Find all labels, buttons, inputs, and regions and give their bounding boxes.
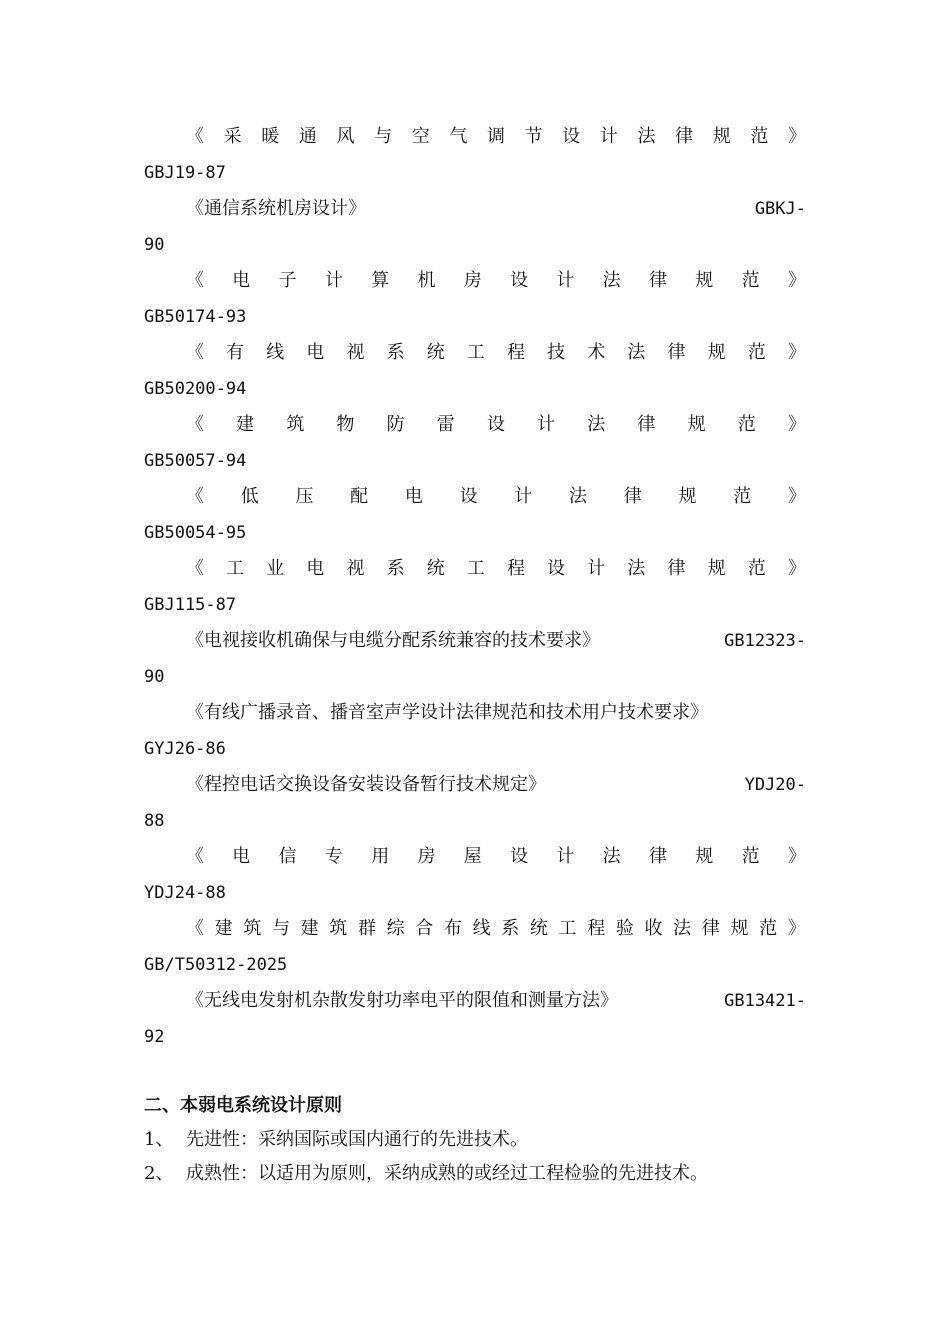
title-char: 气 (449, 126, 468, 147)
title-char: 《 (186, 270, 204, 291)
standard-title (144, 407, 806, 443)
title-char: 法 (602, 846, 621, 867)
title-char: 》 (787, 486, 806, 507)
principle-text: 先进性：采纳国际或国内通行的先进技术。 (186, 1129, 528, 1150)
title-char: 视 (346, 342, 365, 363)
title-char: 法 (637, 126, 656, 147)
title-char: 房 (417, 846, 436, 867)
title-char: 设 (562, 126, 581, 147)
standard-title (144, 911, 806, 947)
title-char: 工 (558, 918, 577, 939)
title-char: 术 (587, 342, 606, 363)
title-char: 系 (386, 558, 405, 579)
title-char: 群 (357, 918, 376, 939)
title-char: 》 (787, 342, 806, 363)
title-char: 通 (298, 126, 317, 147)
title-char: 统 (529, 918, 548, 939)
title-char: 物 (336, 414, 355, 435)
title-char: 配 (350, 486, 369, 507)
title-char: 电 (306, 342, 325, 363)
standard-code: 90 (144, 667, 165, 687)
title-char: 屋 (463, 846, 482, 867)
title-char: 建 (300, 918, 319, 939)
title-char: 机 (417, 270, 436, 291)
title-char: 电 (232, 270, 251, 291)
standard-title (144, 119, 806, 155)
title-char: 风 (336, 126, 355, 147)
title-char: 规 (695, 846, 714, 867)
title-char: 建 (236, 414, 255, 435)
title-char: 验 (615, 918, 634, 939)
title-char: 视 (346, 558, 365, 579)
title-char: 暖 (261, 126, 280, 147)
title-char: 布 (443, 918, 462, 939)
title-char: 规 (707, 342, 726, 363)
principle-text: 成熟性：以适用为原则，采纳成熟的或经过工程检验的先进技术。 (186, 1163, 708, 1184)
title-char: 范 (759, 918, 778, 939)
standard-code: GB50054-95 (144, 523, 247, 543)
title-char: 《 (186, 126, 204, 147)
title-char: 系 (501, 918, 520, 939)
title-char: 防 (386, 414, 405, 435)
title-char: 设 (486, 414, 505, 435)
standard-title (144, 263, 806, 299)
title-char: 低 (240, 486, 259, 507)
title-char: 法 (627, 342, 646, 363)
title-char: 律 (701, 918, 720, 939)
standard-title (144, 623, 806, 659)
standard-title (144, 839, 806, 875)
title-char: 律 (648, 270, 667, 291)
standard-code: GB50057-94 (144, 451, 247, 471)
title-char: 《 (186, 342, 204, 363)
standard-code: 88 (144, 811, 165, 831)
standard-code: GB50174-93 (144, 307, 247, 327)
standard-title: 《有线广播录音、播音室声学设计法律规范和技术用户技术要求》 (186, 702, 708, 723)
title-char: 线 (266, 342, 285, 363)
title-char: 与 (374, 126, 393, 147)
standard-code: 92 (144, 1027, 165, 1047)
principle-number: 2、 (144, 1163, 174, 1184)
title-char: 程 (507, 342, 525, 363)
title-char: 设 (510, 270, 529, 291)
title-char: 律 (667, 558, 686, 579)
title-char: 计 (514, 486, 533, 507)
title-char: 收 (644, 918, 663, 939)
title-char: 筑 (329, 918, 348, 939)
title-char: 计 (587, 558, 606, 579)
standard-title (144, 767, 806, 803)
title-char: 与 (271, 918, 290, 939)
title-char: 范 (750, 126, 769, 147)
title-char: 法 (673, 918, 692, 939)
title-char: 》 (787, 918, 806, 939)
title-char: 范 (733, 486, 752, 507)
title-char: 计 (537, 414, 556, 435)
standards-list (144, 119, 806, 1055)
standard-title (144, 335, 806, 371)
title-char: 压 (295, 486, 314, 507)
title-char: 工 (466, 342, 485, 363)
standard-code-head: GB13421- (724, 991, 806, 1011)
title-char: 律 (637, 414, 656, 435)
title-char: 房 (463, 270, 482, 291)
title-char: 》 (787, 270, 806, 291)
title-char: 范 (741, 846, 760, 867)
title-char: 空 (411, 126, 430, 147)
title-char: 》 (787, 846, 806, 867)
title-char: 电 (404, 486, 423, 507)
title-char: 有 (226, 342, 245, 363)
standard-title-text: 《程控电话交换设备安装设备暂行技术规定》 (186, 774, 546, 795)
title-char: 工 (226, 558, 245, 579)
title-char: 范 (747, 558, 766, 579)
title-char: 统 (426, 342, 445, 363)
title-char: 计 (599, 126, 618, 147)
title-char: 规 (678, 486, 697, 507)
title-char: 《 (186, 558, 204, 579)
title-char: 工 (466, 558, 485, 579)
title-char: 《 (186, 414, 204, 435)
title-char: 》 (788, 126, 806, 147)
title-char: 设 (459, 486, 478, 507)
title-char: 》 (787, 414, 806, 435)
title-char: 信 (278, 846, 297, 867)
standard-title (144, 191, 806, 227)
title-char: 业 (266, 558, 285, 579)
section-heading: 二、本弱电系统设计原则 (144, 1095, 342, 1116)
title-char: 设 (510, 846, 529, 867)
standard-code-head: YDJ20- (744, 775, 806, 795)
title-char: 用 (371, 846, 390, 867)
standard-code: GYJ26-86 (144, 739, 226, 759)
principle-number: 1、 (144, 1129, 174, 1150)
title-char: 子 (278, 270, 297, 291)
standard-code: GBJ19-87 (144, 163, 226, 183)
title-char: 筑 (243, 918, 262, 939)
title-char: 法 (602, 270, 621, 291)
title-char: 范 (741, 270, 760, 291)
title-char: 规 (687, 414, 706, 435)
title-char: 电 (232, 846, 251, 867)
title-char: 技 (547, 342, 566, 363)
standard-title-text: 《无线电发射机杂散发射功率电平的限值和测量方法》 (186, 990, 618, 1011)
title-char: 专 (324, 846, 343, 867)
title-char: 计 (556, 270, 575, 291)
principle-item (144, 1124, 528, 1156)
title-char: 》 (787, 558, 806, 579)
title-char: 统 (426, 558, 445, 579)
title-char: 法 (569, 486, 588, 507)
standard-code-head: GB12323- (724, 631, 806, 651)
title-char: 调 (487, 126, 505, 147)
title-char: 律 (667, 342, 686, 363)
standard-code-head: GBKJ- (754, 199, 806, 219)
title-char: 法 (587, 414, 606, 435)
title-char: 程 (587, 918, 606, 939)
title-char: 筑 (286, 414, 305, 435)
title-char: 雷 (436, 414, 455, 435)
standard-title (144, 551, 806, 587)
title-char: 律 (675, 126, 694, 147)
title-char: 规 (695, 270, 714, 291)
standard-title (144, 983, 806, 1019)
title-char: 设 (547, 558, 566, 579)
title-char: 程 (507, 558, 525, 579)
title-char: 范 (737, 414, 756, 435)
standard-title-text: 《通信系统机房设计》 (186, 198, 366, 219)
standard-code: GB50200-94 (144, 379, 247, 399)
standard-code: GB/T50312-2025 (144, 955, 288, 975)
title-char: 算 (371, 270, 390, 291)
title-char: 律 (648, 846, 667, 867)
title-char: 规 (730, 918, 749, 939)
standard-code: YDJ24-88 (144, 883, 226, 903)
title-char: 系 (386, 342, 405, 363)
title-char: 《 (186, 846, 204, 867)
title-char: 范 (747, 342, 766, 363)
title-char: 规 (707, 558, 726, 579)
title-char: 节 (524, 126, 543, 147)
title-char: 《 (186, 486, 204, 507)
standard-code: GBJ115-87 (144, 595, 237, 615)
principle-item (144, 1158, 708, 1190)
standard-title (144, 479, 806, 515)
title-char: 采 (223, 126, 242, 147)
title-char: 《 (186, 918, 204, 939)
title-char: 规 (712, 126, 731, 147)
title-char: 计 (556, 846, 575, 867)
title-char: 综 (386, 918, 405, 939)
title-char: 计 (324, 270, 343, 291)
standard-code: 90 (144, 235, 165, 255)
title-char: 线 (472, 918, 491, 939)
standard-title-text: 《电视接收机确保与电缆分配系统兼容的技术要求》 (186, 630, 600, 651)
title-char: 法 (627, 558, 646, 579)
title-char: 建 (214, 918, 233, 939)
title-char: 合 (415, 918, 434, 939)
title-char: 电 (306, 558, 325, 579)
title-char: 律 (623, 486, 642, 507)
